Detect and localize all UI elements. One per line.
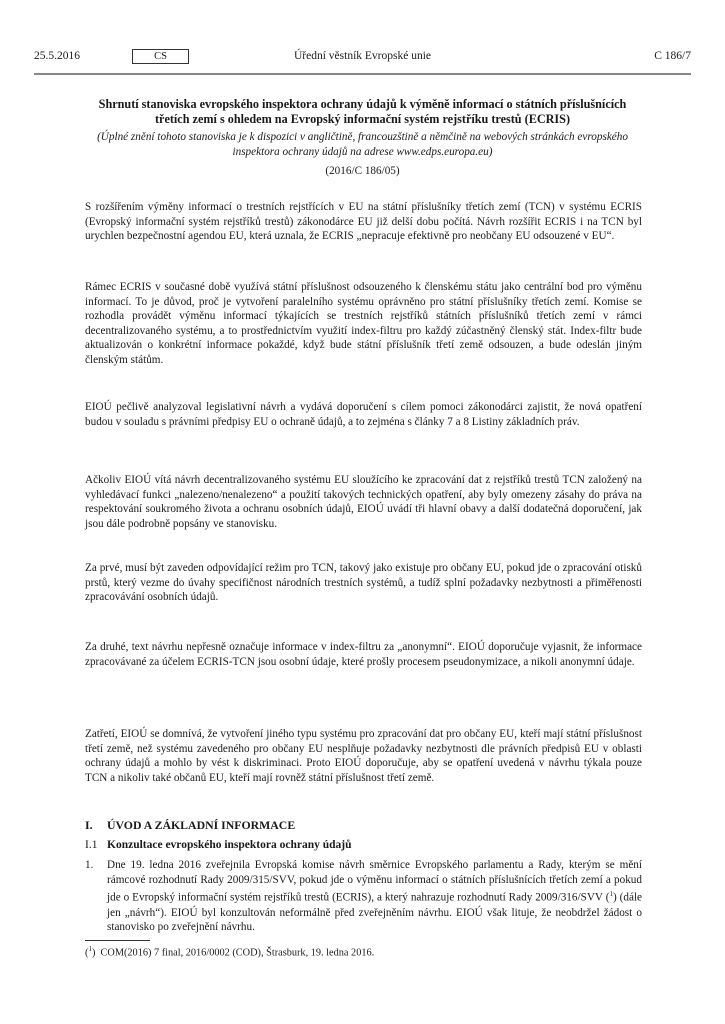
page-number: C 186/7 [654, 50, 691, 62]
footnote-reference[interactable]: 1 [609, 890, 613, 899]
footnote-text: COM(2016) 7 final, 2016/0002 (COD), Štrasburk, 19. ledna 2016. [100, 947, 375, 959]
paragraph-5: Za prvé, musí být zaveden odpovídající režim pro TCN, takový jako existuje pro občany EU, pokud jde o zpracování otisků prstů, který vezme do úvahy specifičnost národních trestních systémů, a tudíž splní požadavky nezbytnosti a přiměřenosti zpracovávání osobních údajů. [85, 562, 642, 604]
section-title: ÚVOD A ZÁKLADNÍ INFORMACE [107, 818, 296, 832]
document-reference: (2016/C 186/05) [325, 165, 400, 177]
subsection-title: Konzultace evropského inspektora ochrany údajů [107, 839, 352, 851]
document-title: Shrnutí stanoviska evropského inspektora ochrany údajů k výměně informací o státních příslušnících třetích zemí s ohledem na Evropský informační systém rejstříku trestů (ECRIS) [98, 97, 627, 126]
paragraph-1: S rozšířením výměny informací o trestních rejstřících v EU na státní příslušníky třetích zemí (TCN) v systému ECRIS (Evropský informační systém rejstříků trestů) zákonodárce EU již delší dobu počítá. Návrh rozšířit ECRIS i na TCN byl urychlen bezpečnostní agendou EU, která uznala, že ECRIS „nepracuje efektivně pro neobčany EU odsouzené v EU“. [85, 201, 642, 243]
item-text-part: Dne 19. ledna 2016 zveřejnila Evropská komise návrh směrnice Evropského parlamentu a Rady, kterým se mění rámcové rozhodnutí Rady 2009/315/SVV, pokud jde o výměnu informací o státních příslušnících třetích zemí a pokud jde o Evropský informační systém rejstříků trestů (ECRIS), a který nahrazuje rozhodnutí Rady 2009/316/SVV ( [107, 859, 642, 904]
paragraph-3: EIOÚ pečlivě analyzoval legislativní návrh a vydává doporučení s cílem pomoci zákonodárci zajistit, že nová opatření budou v souladu s právními předpisy EU o ochraně údajů, a to zejména s články 7 a 8 Listiny základních práv. [85, 401, 642, 428]
header-divider [34, 73, 691, 75]
paragraph-2: Rámec ECRIS v současné době využívá státní příslušnost odsouzeného k členskému státu jako centrální bod pro výměnu informací. To je důvod, proč je vytvoření paralelního systému oprávněno pro státní příslušníky třetích zemí. Komise se rozhodla provádět výměnu informací týkajících se trestních rejstříků státních příslušníků třetích zemí v rámci decentralizovaného systému, a to prostřednictvím využití index-filtru pro každý zúčastněný členský stát. Index-filtr bude aktualizován o konkrétní informace pokaždé, když bude státní příslušník třetí země odsouzen, a bude odeslán jiným členským státům. [85, 281, 642, 366]
numbered-paragraph [85, 858, 642, 935]
item-number: 1. [85, 859, 94, 871]
section-number: I. [85, 818, 93, 832]
footnote: ($^1$) COM(2016) 7 final, 2016/0002 (COD), Štrasburk, 19. ledna 2016. [85, 945, 375, 959]
item-text-part: ) (dále jen „návrh“). EIOÚ byl konzultován neformálně před zveřejněním návrhu. EIOÚ však lituje, že neobdržel žádost o stanovisko po zveřejnění návrhu. [107, 891, 643, 934]
footnote-marker: 1 [88, 945, 92, 953]
item-text [107, 858, 642, 935]
paragraph-4: Ačkoliv EIOÚ vítá návrh decentralizovaného systému EU sloužícího ke zpracování dat z rejstříků trestů TCN založený na vyhledávací funkci „nalezeno/nenalezeno“ a použití takových technických opatření, aby byly omezeny zásahy do práva na respektování soukromého života a ochranu osobních údajů, EIOÚ uvádí tři hlavní obavy a další dodatečná doporučení, jak jsou dále podrobně popsány ve stanovisku. [85, 474, 642, 530]
subsection-number: I.1 [85, 839, 98, 851]
paragraph-6: Za druhé, text návrhu nepřesně označuje informace v index-filtru za „anonymní“. EIOÚ doporučuje vyjasnit, že informace zpracovávané za účelem ECRIS-TCN jsou osobní údaje, které prošly procesem pseudonymizace, a nikoli anonymní údaje. [85, 641, 642, 668]
paragraph-7: Zatřetí, EIOÚ se domnívá, že vytvoření jiného typu systému pro zpracování dat pro občany EU, kteří mají státní příslušnost třetí země, než systému zavedeného pro občany EU nesplňuje požadavky nezbytnosti dle právních předpisů EU v oblasti ochrany údajů a mohlo by vést k diskriminaci. Proto EIOÚ doporučuje, aby se opatření uvedená v návrhu týkala pouze TCN a nikoliv také občanů EU, kteří mají rovněž státní příslušnost třetí země. [85, 728, 642, 784]
document-subtitle: (Úplné znění tohoto stanoviska je k dispozici v angličtině, francouzštině a němčině na webových stránkách evropského inspektora ochrany údajů na adrese www.edps.europa.eu) [97, 131, 628, 158]
language-badge: CS [132, 49, 189, 64]
journal-title: Úřední věstník Evropské unie [293, 50, 431, 62]
footnote-divider [85, 940, 150, 941]
publication-date: 25.5.2016 [34, 50, 80, 62]
